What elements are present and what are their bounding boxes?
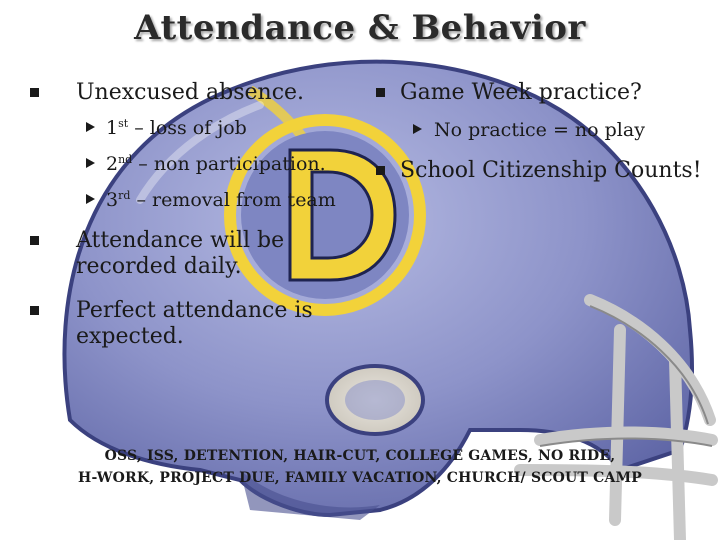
arrow-bullet — [413, 124, 422, 134]
arrow-bullet — [86, 194, 95, 204]
arrow-bullet — [86, 122, 95, 132]
bullet-square — [30, 306, 39, 315]
bullet-square — [30, 236, 39, 245]
sub-bullet-no-practice: No practice = no play — [434, 119, 645, 141]
slide-title: Attendance & Behavior — [134, 8, 586, 48]
bullet-square — [30, 88, 39, 97]
right-bullet-game-week: Game Week practice? — [400, 80, 642, 105]
arrow-bullet — [86, 158, 95, 168]
footer-line-2: H-WORK, PROJECT DUE, FAMILY VACATION, CHURCH/ SCOUT CAMP — [78, 470, 642, 486]
bullet-square — [376, 88, 385, 97]
sub-bullet-first: 1st – loss of job — [106, 117, 247, 139]
left-bullet-perfect: Perfect attendance is expected. — [76, 298, 313, 349]
left-bullet-unexcused: Unexcused absence. — [76, 80, 305, 105]
bullet-square — [376, 166, 385, 175]
sub-bullet-second: 2nd – non participation. — [106, 153, 326, 175]
sub-bullet-third: 3rd – removal from team — [106, 189, 336, 211]
right-bullet-citizenship: School Citizenship Counts! — [400, 158, 702, 183]
footer-line-1: OSS, ISS, DETENTION, HAIR-CUT, COLLEGE GAMES, NO RIDE, — [104, 448, 616, 464]
left-bullet-attendance: Attendance will be recorded daily. — [76, 228, 285, 279]
